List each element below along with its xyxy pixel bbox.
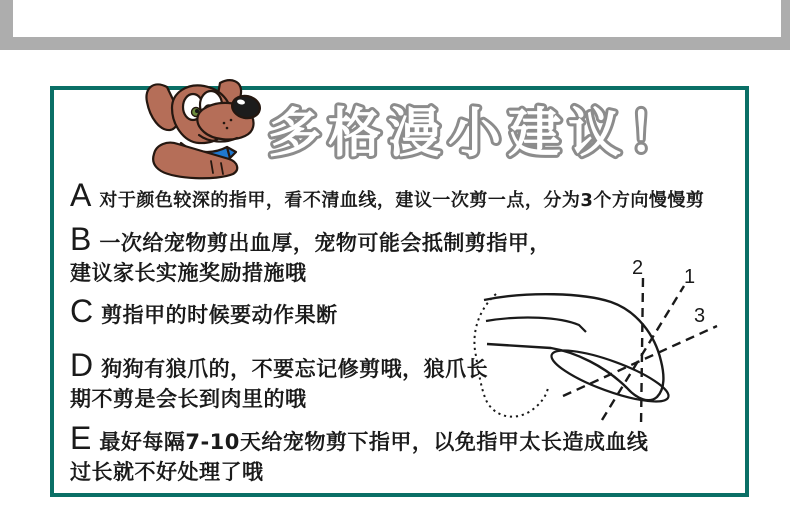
claw-outline [484, 294, 663, 400]
advice-d-line2: 期不剪是会长到肉里的哦 [70, 387, 307, 411]
image-separator-band [0, 37, 790, 50]
nail-cutting-diagram [460, 250, 750, 430]
cut-line-3 [563, 326, 717, 396]
claw-inner-line [486, 318, 586, 332]
title-banner [264, 94, 688, 170]
advice-letter-c: C [70, 293, 94, 329]
advice-e-line2: 过长就不好处理了哦 [70, 460, 264, 484]
advice-b-line1: 一次给宠物剪出血厚，宠物可能会抵制剪指甲， [99, 231, 551, 255]
cut-line-3-label: 3 [694, 305, 706, 327]
paw-outline-dotted [474, 294, 548, 417]
advice-item-d [70, 347, 489, 414]
advice-e-line1: 最好每隔7-10天给宠物剪下指甲，以免指甲太长造成血线 [99, 430, 649, 454]
claw-cut-piece [547, 341, 674, 412]
page-title: 多格漫小建议！ [268, 103, 688, 164]
advice-c-line1: 剪指甲的时候要动作果断 [101, 303, 338, 327]
page-background-corner-left [0, 0, 13, 37]
advice-letter-d: D [70, 347, 94, 383]
advice-item-a [70, 177, 705, 216]
advice-letter-e: E [70, 420, 92, 456]
page-background-corner-right [781, 0, 790, 37]
advice-letter-a: A [70, 177, 92, 213]
cut-line-1-label: 1 [684, 266, 696, 288]
dog-mascot-icon [136, 74, 268, 180]
advice-d-line1: 狗狗有狼爪的，不要忘记修剪哦，狼爪长 [101, 357, 489, 381]
cut-line-2-label: 2 [632, 257, 644, 279]
advice-a-line1: 对于颜色较深的指甲，看不清血线，建议一次剪一点，分为3个方向慢慢剪 [99, 190, 705, 211]
advice-item-e [70, 420, 649, 487]
advice-item-c [70, 293, 338, 330]
advice-letter-b: B [70, 221, 92, 257]
advice-b-line2: 建议家长实施奖励措施哦 [70, 261, 307, 285]
